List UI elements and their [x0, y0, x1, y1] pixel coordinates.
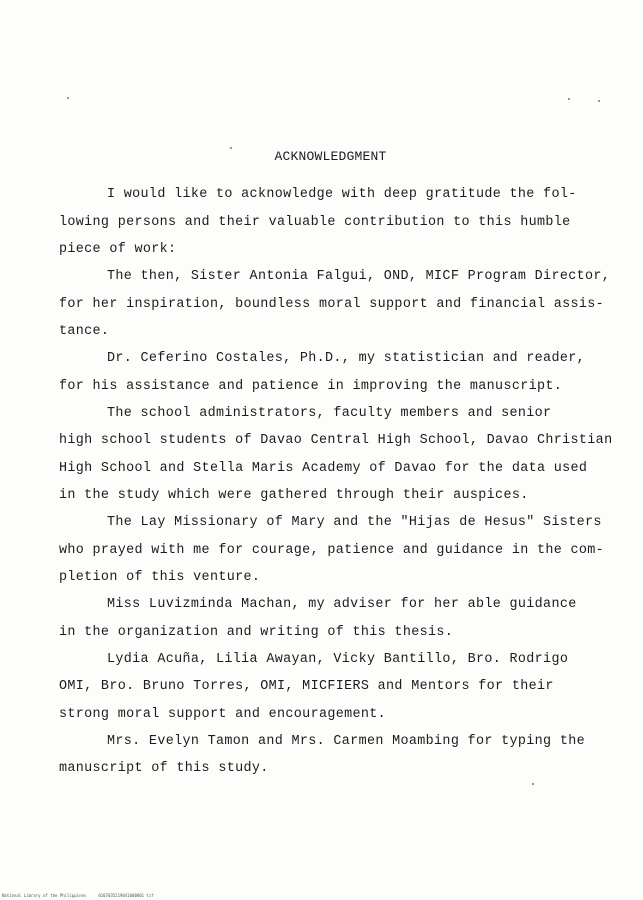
- text-line: high school students of Davao Central High School, Davao Christian: [59, 433, 613, 448]
- scan-speck: [532, 783, 534, 785]
- text-line: The school administrators, faculty members and senior: [107, 406, 552, 421]
- text-line: piece of work:: [59, 242, 177, 257]
- text-line: for her inspiration, boundless moral support and financial assis-: [59, 297, 605, 312]
- text-line: Lydia Acuña, Lilia Awayan, Vicky Bantillo, Bro. Rodrigo: [107, 652, 569, 667]
- text-line: I would like to acknowledge with deep gratitude the fol-: [107, 187, 577, 202]
- page-title: ACKNOWLEDGMENT: [274, 149, 387, 164]
- text-line: lowing persons and their valuable contribution to this humble: [59, 215, 571, 230]
- scan-speck: [568, 98, 570, 100]
- text-line: in the study which were gathered through their auspices.: [59, 488, 529, 503]
- scan-footer: National Library of the Philippines 0107035219041000001 tif: [2, 893, 154, 898]
- text-line: OMI, Bro. Bruno Torres, OMI, MICFIERS and Mentors for their: [59, 679, 554, 694]
- text-line: tance.: [59, 324, 110, 339]
- text-line: manuscript of this study.: [59, 761, 269, 776]
- scan-speck: [598, 100, 600, 102]
- text-line: pletion of this venture.: [59, 570, 261, 585]
- text-line: who prayed with me for courage, patience and guidance in the com-: [59, 543, 605, 558]
- text-line: The then, Sister Antonia Falgui, OND, MICF Program Director,: [107, 269, 611, 284]
- text-line: High School and Stella Maris Academy of Davao for the data used: [59, 461, 588, 476]
- text-line: Miss Luvizminda Machan, my adviser for her able guidance: [107, 597, 577, 612]
- scan-speck: [230, 147, 232, 149]
- text-line: Mrs. Evelyn Tamon and Mrs. Carmen Moambing for typing the: [107, 734, 585, 749]
- text-line: strong moral support and encouragement.: [59, 707, 387, 722]
- text-line: in the organization and writing of this thesis.: [59, 625, 454, 640]
- text-line: for his assistance and patience in improving the manuscript.: [59, 379, 563, 394]
- text-line: Dr. Ceferino Costales, Ph.D., my statistician and reader,: [107, 351, 585, 366]
- scan-speck: [67, 97, 69, 99]
- text-line: The Lay Missionary of Mary and the "Hijas de Hesus" Sisters: [107, 515, 602, 530]
